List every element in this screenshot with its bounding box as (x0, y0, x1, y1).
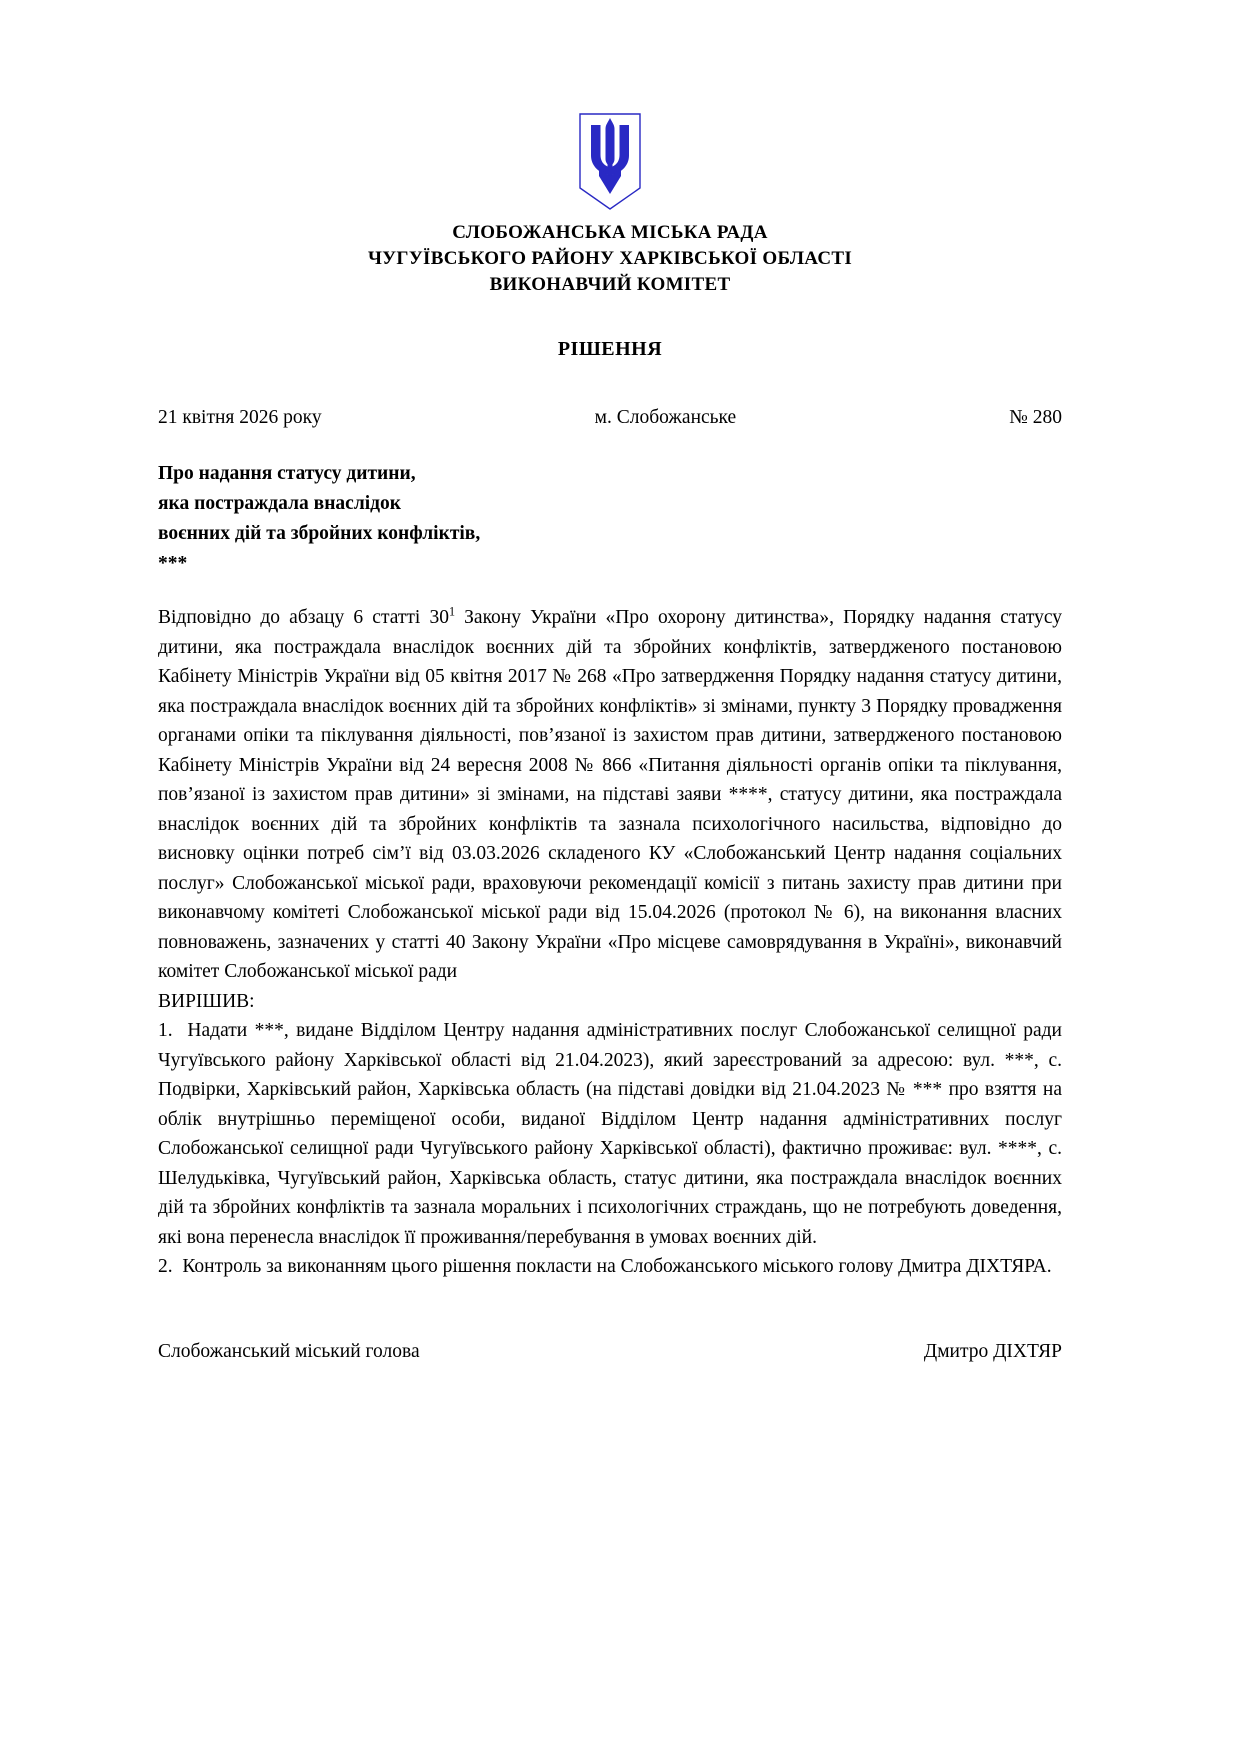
subject-line-redacted: *** (158, 553, 188, 574)
subject-line-3: воєнних дій та збройних конфліктів, (158, 523, 481, 544)
org-name-line-2: ЧУГУЇВСЬКОГО РАЙОНУ ХАРКІВСЬКОЇ ОБЛАСТІ (367, 248, 853, 269)
preamble-paragraph (158, 603, 1062, 987)
org-name-line-3: ВИКОНАВЧИЙ КОМІТЕТ (489, 274, 731, 295)
subject-line-1: Про надання статусу дитини, (158, 463, 416, 484)
preamble-text-before-footnote: Відповідно до абзацу 6 статті 30 (158, 607, 449, 628)
signatory-position: Слобожанський міський голова (158, 1340, 420, 1362)
ukraine-trident-emblem (578, 112, 642, 212)
footnote-superscript: 1 (448, 604, 456, 619)
document-date: 21 квітня 2026 року (158, 407, 322, 428)
resolution-keyword: ВИРІШИВ: (158, 990, 255, 1012)
document-type-title: РІШЕННЯ (557, 338, 663, 360)
document-place: м. Слобожанське (594, 407, 737, 428)
document-number: № 280 (1009, 407, 1062, 428)
document-meta-row (158, 404, 1062, 431)
document-body (158, 603, 1062, 1282)
subject-block (158, 459, 1062, 579)
resolution-item-2: 2. Контроль за виконанням цього рішення покласти на Слобожанського міського голову Дмитра ДІХТЯРА. (158, 1256, 1052, 1277)
trident-icon (578, 112, 642, 212)
preamble-text-after-footnote: Закону України «Про охорону дитинства», Порядку надання статусу дитини, яка постраждала внаслідок воєнних дій та збройних конфліктів, затвердженого постановою Кабінету Міністрів України від 05 квітня 2017 № 268 «Про затвердження Порядку надання статусу дитини, яка постраждала внаслідок воєнних дій та збройних конфліктів» зі змінами, пункту 3 Порядку провадження органами опіки та піклування діяльності, пов’язаної із захистом прав дитини, затвердженого постановою Кабінету Міністрів України від 24 вересня 2008 № 866 «Питання діяльності органів опіки та піклування, пов’язаної із захистом прав дитини» зі змінами, на підставі заяви ****, статусу дитини, яка постраждала внаслідок воєнних дій та збройних конфліктів та зазнала психологічного насильства, відповідно до висновку оцінки потреб сім’ї від 03.03.2026 складеного КУ «Слобожанський Центр надання соціальних послуг» Слобожанської міської ради, враховуючи рекомендації комісії з питань захисту прав дитини при виконавчому комітеті Слобожанської міської ради від 15.04.2026 (протокол № 6), на виконання власних повноважень, зазначених у статті 40 Закону України «Про місцеве самоврядування в Україні», виконавчий комітет Слобожанської міської ради (158, 607, 1062, 982)
signatory-name: Дмитро ДІХТЯР (923, 1340, 1062, 1362)
resolution-item-1: 1. Надати ***, видане Відділом Центру надання адміністративних послуг Слобожанської селищної ради Чугуївського району Харківської області від 21.04.2023), який зареєстрований за адресою: вул. ***, с. Подвірки, Харківський район, Харківська область (на підставі довідки від 21.04.2023 № *** про взяття на облік внутрішньо переміщеної особи, виданої Відділом Центр надання адміністративних послуг Слобожанської селищної ради Чугуївського району Харківської області), фактично проживає: вул. ****, с. Шелудьківка, Чугуївський район, Харківська область, статус дитини, яка постраждала внаслідок воєнних дій та збройних конфліктів та зазнала моральних і психологічних страждань, що не потребують доведення, які вона перенесла внаслідок її проживання/перебування в умовах воєнних дій. (158, 1020, 1062, 1248)
trident-left-prong (591, 125, 608, 175)
trident-right-prong (613, 125, 630, 175)
trident-stem (608, 164, 613, 176)
org-name-line-1: СЛОБОЖАНСЬКА МІСЬКА РАДА (452, 222, 768, 243)
trident-center-prong (606, 118, 615, 167)
subject-line-2: яка постраждала внаслідок (158, 493, 402, 514)
signature-row (158, 1338, 1062, 1365)
